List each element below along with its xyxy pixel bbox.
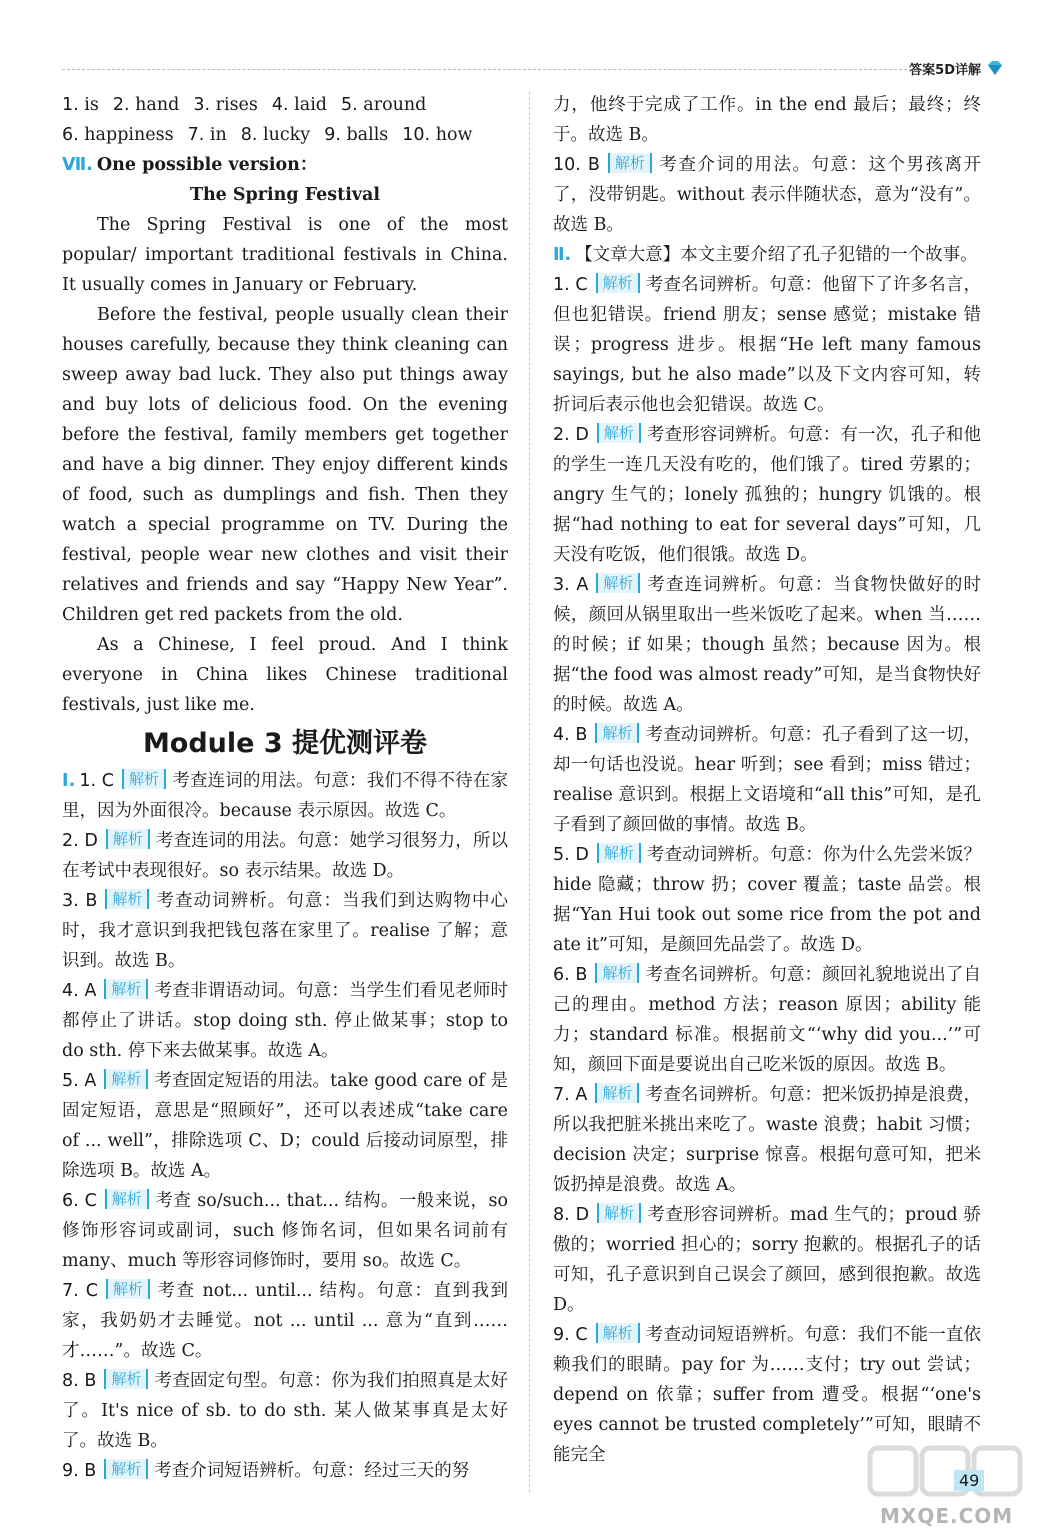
item-number: 2. D: [553, 425, 589, 445]
header-title: 答案5D详解: [909, 63, 981, 78]
essay-paragraph-1: The Spring Festival is one of the most popular/ important traditional festivals in China. It usually comes in January or February.: [62, 215, 508, 295]
item-text: 考查名词辨析。句意：他留下了许多名言，但也犯错误。friend 朋友；sense 感觉；mistake 错误；progress 进步。根据“He left many famous sayings, but he also made”以及下文内容可知，转折词后表示他也会犯错误。故选 C。: [553, 275, 982, 415]
explanation-item: [553, 1200, 981, 1320]
explanation-item: [553, 720, 981, 840]
item-number: 3. B: [62, 891, 98, 911]
answer-word: rises: [215, 95, 258, 115]
answer-number: 9.: [324, 125, 341, 145]
explanation-item: [553, 840, 981, 960]
answer-item: [113, 90, 179, 120]
analysis-tag: 解析: [105, 1189, 149, 1209]
section-2-heading: [553, 240, 981, 270]
left-column: [62, 90, 508, 1486]
analysis-tag: 解析: [104, 1369, 148, 1389]
answer-word: is: [84, 95, 99, 115]
answer-item: [193, 90, 258, 120]
explanation-item: [62, 976, 508, 1066]
explanation-item: [62, 1066, 508, 1186]
answer-item: [324, 120, 388, 150]
explanation-item: [62, 1366, 508, 1456]
answer-item: [341, 90, 426, 120]
continuation-text: 力，他终于完成了工作。in the end 最后；最终；终于。故选 B。: [553, 95, 981, 145]
section-7-label: Ⅶ.: [62, 155, 93, 175]
item-number: 7. C: [62, 1281, 98, 1301]
explanation-item: [62, 826, 508, 886]
item-text: 考查动词短语辨析。句意：我们不能一直依赖我们的眼睛。pay for 为……支付；try out 尝试；depend on 依靠；suffer from 遭受。根据“‘one's eyes cannot be trusted completely’”可知，眼睛不能完全: [553, 1325, 982, 1465]
section-7-heading: [62, 150, 508, 180]
section-7-text: One possible version：: [96, 155, 318, 175]
item-number: 1. C: [79, 771, 115, 791]
item-text: 考查形容词辨析。mad 生气的；proud 骄傲的；worried 担心的；sorry 抱歉的。根据孔子的话可知，孔子意识到自己误会了颜回，感到很抱歉。故选 D。: [553, 1205, 981, 1315]
explanation-item: [553, 1080, 981, 1200]
explanation-item: [553, 960, 981, 1080]
item-text: 考查动词辨析。句意：当我们到达购物中心时，我才意识到我把钱包落在家里了。realise 了解；意识到。故选 B。: [62, 891, 509, 971]
item-number: 1. C: [553, 275, 588, 295]
explanation-item: [62, 766, 508, 826]
analysis-tag: 解析: [104, 1069, 148, 1089]
analysis-tag: 解析: [596, 573, 640, 593]
answer-row-2: [62, 120, 508, 150]
item-text: 考查形容词辨析。句意：有一次，孔子和他的学生一连几天没有吃的，他们饿了。tired 劳累的；angry 生气的；lonely 孤独的；hungry 饥饿的。根据“had nothing to eat for several days”可知，几天没有吃饭，他们很饿。故选 D。: [553, 425, 981, 565]
explanation-item: [553, 570, 981, 720]
explanation-item: [553, 150, 981, 240]
analysis-tag: 解析: [104, 979, 148, 999]
explanation-item: [553, 420, 981, 570]
right-items-a: [553, 150, 981, 240]
explanation-item: [62, 1186, 508, 1276]
answer-number: 10.: [402, 125, 431, 145]
answer-item: [62, 90, 99, 120]
item-text: 考查名词辨析。句意：把米饭扔掉是浪费，所以我把脏米挑出来吃了。waste 浪费；habit 习惯；decision 决定；surprise 惊喜。根据句意可知，把米饭扔掉是浪费。故选 A。: [553, 1085, 982, 1195]
answer-word: balls: [346, 125, 389, 145]
analysis-tag: 解析: [595, 723, 639, 743]
left-items: [62, 766, 508, 1486]
item-text: 考查非谓语动词。句意：当学生们看见老师时都停止了讲话。stop doing sth. 停止做某事；stop to do sth. 停下来去做某事。故选 A。: [62, 981, 509, 1061]
item-text: 考查 not... until... 结构。句意：直到我到家，我奶奶才去睡觉。not ... until ... 意为“直到……才……”。故选 C。: [62, 1281, 508, 1361]
analysis-tag: 解析: [608, 153, 652, 173]
answer-word: lucky: [263, 125, 311, 145]
explanation-item: [62, 1276, 508, 1366]
section-2-text: 【文章大意】本文主要介绍了孔子犯错的一个故事。: [575, 245, 978, 265]
right-column: [553, 90, 981, 1470]
answer-word: happiness: [84, 125, 174, 145]
item-number: 8. D: [553, 1205, 590, 1225]
answer-number: 3.: [193, 95, 211, 115]
analysis-tag: 解析: [597, 1203, 641, 1223]
answer-number: 1.: [62, 95, 79, 115]
item-number: 4. B: [553, 725, 588, 745]
item-number: 2. D: [62, 831, 98, 851]
explanation-item: [553, 270, 981, 420]
explanation-item: [62, 886, 508, 976]
analysis-tag: 解析: [596, 1323, 640, 1343]
essay-paragraph-2: Before the festival, people usually clean their houses carefully, because they think cleaning can sweep away bad luck. They also put things away and buy lots of delicious food. On the evening before the festival, family members get together and have a big dinner. They enjoy different kinds of food, such as dumplings and fish. Then they watch a special programme on TV. During the festival, people wear new clothes and visit their relatives and friends and say “Happy New Year”. Children get red packets from the old.: [62, 305, 508, 625]
item-text: 考查连词辨析。句意：当食物快做好的时候，颜回从锅里取出一些米饭吃了起来。when 当……的时候；if 如果；though 虽然；because 因为。根据“the food was almost ready”可知，是当食物快好的时候。故选 A。: [553, 575, 982, 715]
item-number: 10. B: [553, 155, 600, 175]
page-header: [62, 58, 1007, 82]
analysis-tag: 解析: [596, 273, 640, 293]
section-2-label: Ⅱ.: [553, 245, 572, 265]
answer-word: laid: [294, 95, 328, 115]
item-number: 9. C: [553, 1325, 588, 1345]
answer-number: 4.: [271, 95, 289, 115]
essay-title: The Spring Festival: [189, 185, 381, 205]
item-text: 考查名词辨析。句意：颜回礼貌地说出了自己的理由。method 方法；reason 原因；ability 能力；standard 标准。根据前文“‘why did you...’”可知，颜回下面是要说出自己吃米饭的原因。故选 B。: [553, 965, 982, 1075]
answer-item: [272, 90, 327, 120]
answer-number: 8.: [240, 125, 258, 145]
item-text: 考查连词的用法。句意：她学习很努力，所以在考试中表现很好。so 表示结果。故选 D。: [62, 831, 508, 881]
answer-word: in: [209, 125, 227, 145]
answer-row-1: [62, 90, 508, 120]
answer-number: 2.: [112, 95, 130, 115]
analysis-tag: 解析: [104, 1459, 148, 1479]
explanation-item: [62, 1456, 508, 1486]
item-number: 6. B: [553, 965, 588, 985]
item-number: 9. B: [62, 1461, 97, 1481]
analysis-tag: 解析: [595, 1083, 639, 1103]
item-text: 考查介词短语辨析。句意：经过三天的努: [154, 1461, 470, 1481]
column-divider: [529, 92, 530, 1492]
essay-paragraph-3: As a Chinese, I feel proud. And I think everyone in China likes Chinese traditional festivals, just like me.: [62, 635, 508, 715]
item-number: 4. A: [62, 981, 97, 1001]
analysis-tag: 解析: [122, 769, 166, 789]
item-number: 7. A: [553, 1085, 588, 1105]
answer-number: 7.: [187, 125, 205, 145]
item-text: 考查连词的用法。句意：我们不得不待在家里，因为外面很冷。because 表示原因。故选 C。: [62, 771, 508, 821]
answer-word: hand: [135, 95, 180, 115]
watermark-text: MXQE.COM: [880, 1504, 1014, 1528]
answer-word: around: [363, 95, 427, 115]
answer-number: 5.: [341, 95, 358, 115]
item-number: 5. A: [62, 1071, 97, 1091]
answer-item: [402, 120, 472, 150]
item-text: 考查固定句型。句意：你为我们拍照真是太好了。It's nice of sb. to do sth. 某人做某事真是太好了。故选 B。: [62, 1371, 509, 1451]
item-number: 8. B: [62, 1371, 97, 1391]
item-text: 考查动词辨析。句意：孔子看到了这一切，却一句话也没说。hear 听到；see 看到；miss 错过；realise 意识到。根据上文语境和“all this”可知，是孔子看到了颜回做的事情。故选 B。: [553, 725, 982, 835]
module-title: Module 3 提优测评卷: [142, 728, 428, 759]
analysis-tag: 解析: [595, 963, 639, 983]
item-number: 6. C: [62, 1191, 97, 1211]
item-text: 考查 so/such... that... 结构。一般来说，so 修饰形容词或副词，such 修饰名词，但如果名词前有 many、much 等形容词修饰时，要用 so。故选 C。: [62, 1191, 508, 1271]
analysis-tag: 解析: [106, 1279, 150, 1299]
section-1-label: Ⅰ.: [62, 771, 76, 791]
item-text: 考查动词辨析。句意：你为什么先尝米饭？hide 隐藏；throw 扔；cover 覆盖；taste 品尝。根据“Yan Hui took out some rice from the pot and ate it”可知，是颜回先品尝了。故选 D。: [553, 845, 981, 955]
answer-item: [188, 120, 227, 150]
item-text: 考查介词的用法。句意：这个男孩离开了，没带钥匙。without 表示伴随状态，意为“没有”。故选 B。: [553, 155, 981, 235]
answer-number: 6.: [62, 125, 79, 145]
item-number: 3. A: [553, 575, 589, 595]
answer-item: [62, 120, 174, 150]
item-number: 5. D: [553, 845, 589, 865]
analysis-tag: 解析: [106, 829, 150, 849]
header-rule: [62, 69, 917, 70]
diamond-icon: [985, 58, 1005, 78]
analysis-tag: 解析: [597, 843, 641, 863]
analysis-tag: 解析: [105, 889, 149, 909]
answer-word: how: [435, 125, 473, 145]
analysis-tag: 解析: [597, 423, 641, 443]
item-text: 考查固定短语的用法。take good care of 是固定短语，意思是“照顾好”，还可以表述成“take care of ... well”，排除选项 C、D；could 后接动词原型，排除选项 B。故选 A。: [62, 1071, 509, 1181]
page-number: 49: [954, 1470, 984, 1491]
right-items-b: [553, 270, 981, 1470]
answer-item: [241, 120, 310, 150]
